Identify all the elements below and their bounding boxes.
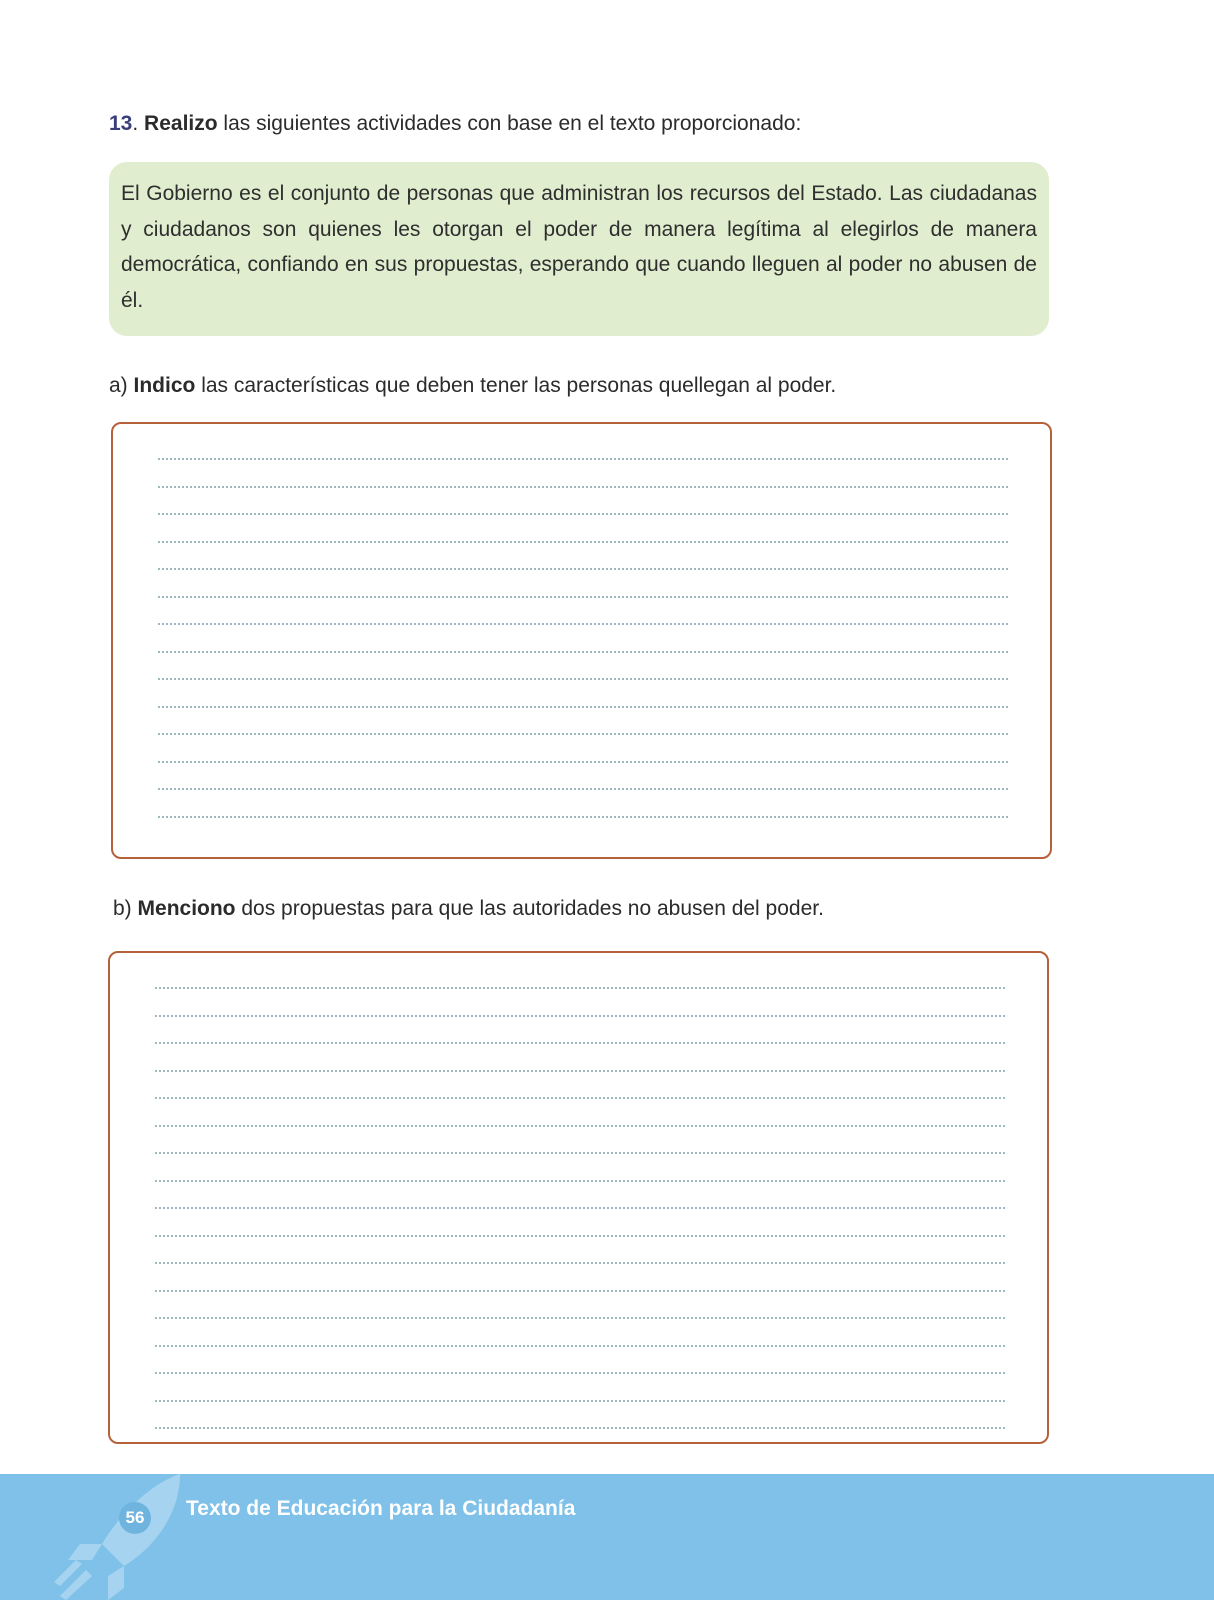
writing-line	[155, 1070, 1005, 1072]
activity-dot: .	[132, 112, 139, 135]
writing-line	[155, 1427, 1005, 1429]
question-a	[109, 372, 836, 400]
reading-passage: El Gobierno es el conjunto de personas que administran los recursos del Estado. Las ciudadanas y ciudadanos son quienes les otorgan el poder de manera legítima al elegirlos de manera democrática, confiando en sus propuestas, esperando que cuando lleguen al poder no abusen de él.	[109, 162, 1049, 336]
writing-line	[155, 1152, 1005, 1154]
writing-line	[158, 733, 1008, 735]
writing-line	[158, 568, 1008, 570]
writing-line	[158, 513, 1008, 515]
writing-line	[155, 987, 1005, 989]
writing-line	[155, 1125, 1005, 1127]
activity-text: las siguientes actividades con base en el texto proporcionado:	[217, 112, 802, 135]
question-a-verb: Indico	[133, 374, 196, 397]
writing-line	[155, 1400, 1005, 1402]
activity-heading	[109, 110, 801, 138]
rocket-icon	[40, 1474, 190, 1600]
writing-line	[158, 678, 1008, 680]
page-number: 56	[119, 1502, 151, 1534]
writing-line	[155, 1015, 1005, 1017]
writing-line	[155, 1290, 1005, 1292]
writing-line	[155, 1207, 1005, 1209]
writing-line	[155, 1345, 1005, 1347]
question-a-prefix: a)	[109, 374, 134, 397]
answer-box-a[interactable]	[111, 422, 1052, 859]
writing-line	[158, 596, 1008, 598]
writing-line	[158, 458, 1008, 460]
writing-line	[158, 623, 1008, 625]
question-b-text: dos propuestas para que las autoridades no abusen del poder.	[235, 897, 824, 920]
footer-title: Texto de Educación para la Ciudadanía	[186, 1497, 576, 1520]
question-b-verb: Menciono	[137, 897, 236, 920]
writing-line	[155, 1097, 1005, 1099]
question-a-text: las características que deben tener las personas quellegan al poder.	[195, 374, 837, 397]
answer-box-b[interactable]	[108, 951, 1049, 1444]
activity-number: 13	[109, 112, 133, 135]
activity-verb: Realizo	[144, 112, 218, 135]
writing-line	[158, 541, 1008, 543]
writing-line	[158, 788, 1008, 790]
writing-line	[158, 706, 1008, 708]
question-b-prefix: b)	[113, 897, 138, 920]
writing-line	[155, 1262, 1005, 1264]
writing-line	[155, 1042, 1005, 1044]
writing-line	[155, 1235, 1005, 1237]
writing-line	[155, 1317, 1005, 1319]
page-footer	[0, 1474, 1214, 1600]
writing-line	[155, 1180, 1005, 1182]
writing-line	[158, 816, 1008, 818]
writing-line	[158, 486, 1008, 488]
writing-line	[155, 1372, 1005, 1374]
writing-line	[158, 761, 1008, 763]
question-b	[113, 895, 824, 923]
writing-line	[158, 651, 1008, 653]
